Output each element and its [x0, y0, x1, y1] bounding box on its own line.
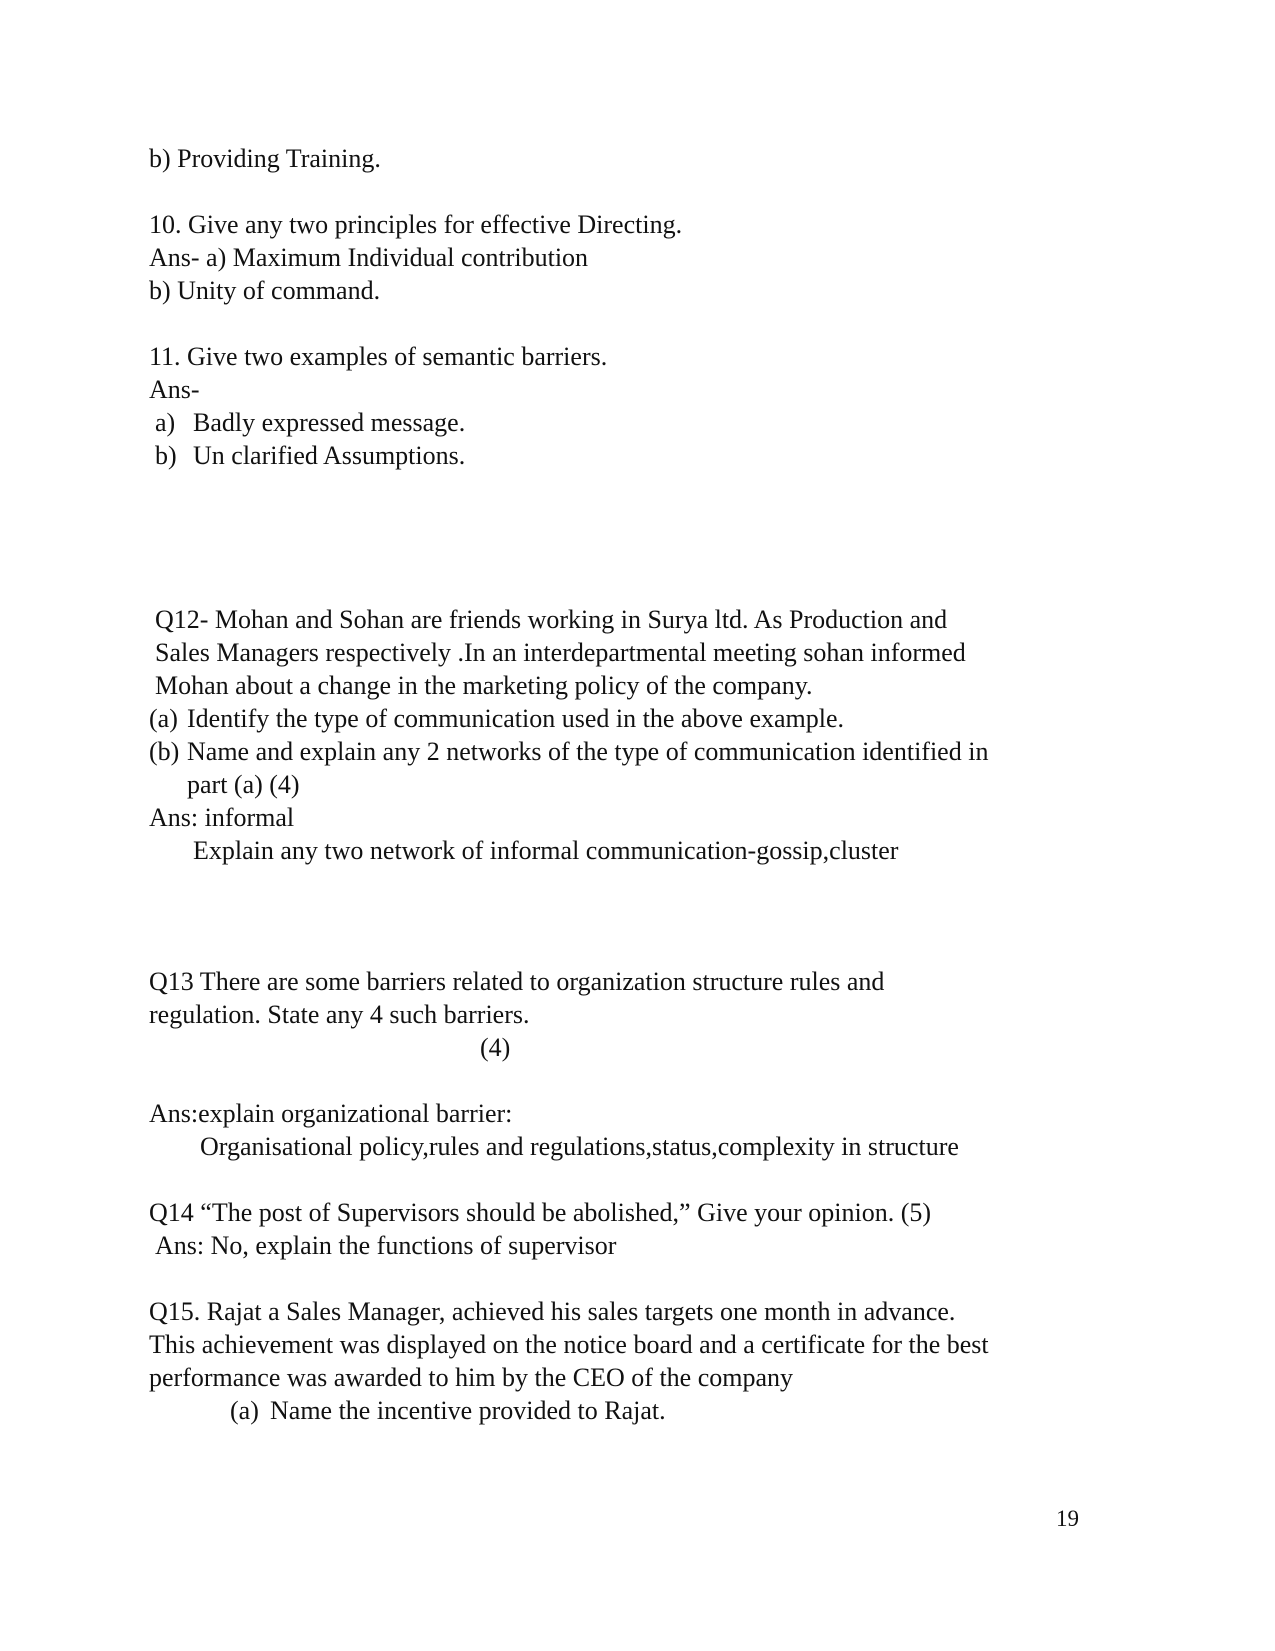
part-text: Name and explain any 2 networks of the type of communication identified in: [187, 737, 989, 766]
answer-10-a: Ans- a) Maximum Individual contribution: [149, 243, 589, 272]
answer-12: Ans: informal: [149, 803, 295, 832]
list-item-text: Un clarified Assumptions.: [193, 441, 466, 470]
question-12-line: Q12- Mohan and Sohan are friends working in Surya ltd. As Production and: [155, 605, 948, 634]
question-15-line: Q15. Rajat a Sales Manager, achieved his sales targets one month in advance.: [149, 1297, 956, 1326]
part-text: Identify the type of communication used in the above example.: [187, 704, 845, 733]
question-12-line: Sales Managers respectively .In an interdepartmental meeting sohan informed: [155, 638, 966, 667]
question-part: [149, 702, 844, 735]
list-item: [155, 406, 465, 439]
question-part-continuation: part (a) (4): [187, 770, 300, 799]
marks: (4): [480, 1033, 511, 1062]
answer-13-detail: Organisational policy,rules and regulations,status,complexity in structure: [200, 1132, 959, 1161]
question-14: Q14 “The post of Supervisors should be abolished,” Give your opinion. (5): [149, 1198, 932, 1227]
list-marker: b): [155, 441, 177, 470]
question-12-line: Mohan about a change in the marketing policy of the company.: [155, 671, 813, 700]
answer-label: Ans-: [149, 375, 200, 404]
text-line: b) Providing Training.: [149, 144, 381, 173]
question-11: 11. Give two examples of semantic barriers.: [149, 342, 608, 371]
page-number: 19: [1056, 1506, 1079, 1531]
part-marker: (a): [230, 1396, 259, 1425]
question-15-line: This achievement was displayed on the notice board and a certificate for the best: [149, 1330, 989, 1359]
question-13-line: Q13 There are some barriers related to organization structure rules and: [149, 967, 885, 996]
part-text: Name the incentive provided to Rajat.: [270, 1396, 666, 1425]
answer-12-detail: Explain any two network of informal communication-gossip,cluster: [193, 836, 899, 865]
answer-13: Ans:explain organizational barrier:: [149, 1099, 513, 1128]
part-marker: (b): [149, 737, 180, 766]
part-marker: (a): [149, 704, 178, 733]
list-item-text: Badly expressed message.: [193, 408, 466, 437]
question-part: [149, 735, 988, 768]
answer-14: Ans: No, explain the functions of supervisor: [155, 1231, 617, 1260]
list-item: [155, 439, 465, 472]
question-10: 10. Give any two principles for effective Directing.: [149, 210, 683, 239]
question-13-line: regulation. State any 4 such barriers.: [149, 1000, 530, 1029]
question-15-line: performance was awarded to him by the CEO of the company: [149, 1363, 794, 1392]
answer-10-b: b) Unity of command.: [149, 276, 381, 305]
question-part: [230, 1394, 666, 1427]
list-marker: a): [155, 408, 176, 437]
